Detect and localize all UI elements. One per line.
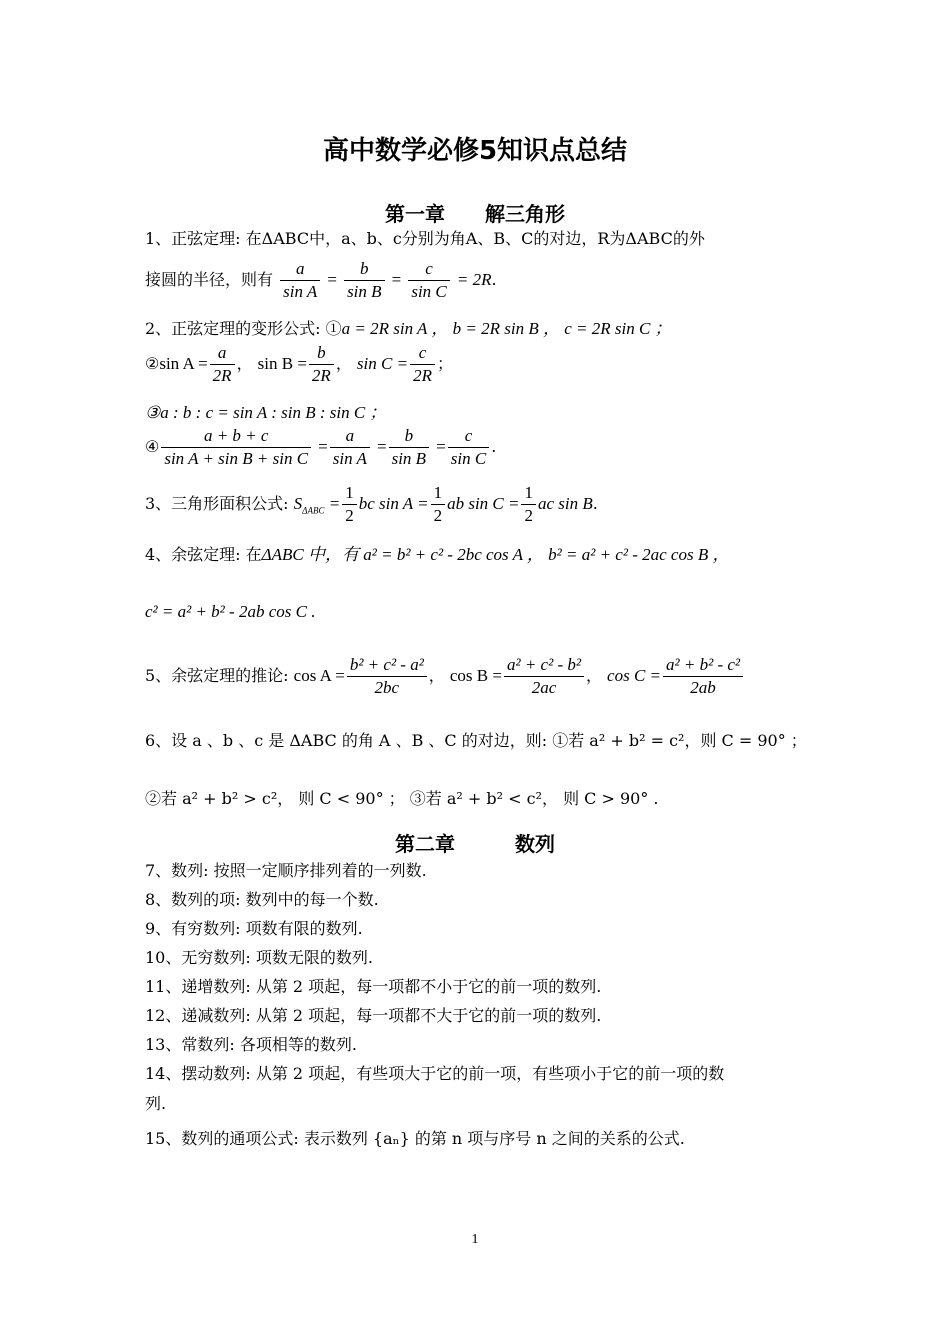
fraction: $\frac{a}{\text{sin A}}$ [330, 425, 370, 470]
list-item: 10、无穷数列: 项数无限的数列. [145, 948, 373, 967]
item-6-line: 6、设 a 、b 、c 是 ΔABC 的角 A 、B 、C 的对边，则: ①若 a² + b² = c²，则 C = 90° ； [145, 731, 807, 750]
fraction: $\frac{b}{\text{sin B}}$ [344, 258, 384, 303]
item-2-line: 2、正弦定理的变形公式: ①a = 2R sin A ， b = 2R sin B ， c = 2R sin C ； [145, 319, 672, 338]
list-item: 列. [145, 1094, 167, 1113]
fraction: $\frac{a}{2R}$ [210, 342, 235, 387]
fraction: $\frac{1}{2}$ [342, 482, 357, 527]
item-2-line-b: ②sin A = $\frac{a}{2R}$ ， sin B = $\frac{b}{2R}$ ， sin C = $\frac{c}{2R}$ ； [145, 343, 453, 385]
chapter-1-heading: 第一章 解三角形 [385, 202, 565, 226]
list-item: 14、摆动数列: 从第 2 项起，有些项大于它的前一项，有些项小于它的前一项的数 [145, 1064, 725, 1083]
list-item: 11、递增数列: 从第 2 项起，每一项都不小于它的前一项的数列. [145, 977, 602, 996]
fraction: $\frac{b}{2R}$ [309, 342, 334, 387]
fraction: $\frac{a}{\text{sin A}}$ [280, 258, 320, 303]
item-1-line-b: 接圆的半径，则有 $\frac{a}{\text{sin A}}$ = $\frac{b}{\text{sin B}}$ = $\frac{c}{\text{sin C}}$ = 2R. [145, 259, 497, 301]
list-item: 8、数列的项: 数列中的每一个数. [145, 890, 379, 909]
page-title: 高中数学必修5知识点总结 [322, 136, 628, 166]
fraction: $\frac{1}{2}$ [431, 482, 446, 527]
item-2-line-d: ④ $\frac{a + b + c}{\text{sin A + sin B + sin C}}$ = $\frac{a}{\text{sin A}}$ = $\frac{b}{\text{sin B}}$ = $\frac{c}{\text{sin C}}$ . [145, 426, 497, 468]
list-item: 15、数列的通项公式: 表示数列 {aₙ} 的第 n 项与序号 n 之间的关系的公式. [145, 1129, 685, 1148]
fraction: $\frac{\text{b² + c² - a²}}{2bc}$ [347, 654, 427, 699]
fraction: $\frac{\text{a² + b² - c²}}{2ab}$ [663, 654, 743, 699]
list-item: 9、有穷数列: 项数有限的数列. [145, 919, 363, 938]
item-4-line-b: c² = a² + b² - 2ab cos C . [145, 602, 316, 621]
list-item: 13、常数列: 各项相等的数列. [145, 1035, 357, 1054]
fraction: $\frac{1}{2}$ [521, 482, 536, 527]
fraction: $\frac{c}{\text{sin C}}$ [408, 258, 449, 303]
fraction: $\frac{c}{\text{sin C}}$ [448, 425, 489, 470]
fraction: $\frac{b}{\text{sin B}}$ [389, 425, 429, 470]
item-5-line: 5、余弦定理的推论: cos A = $\frac{\text{b² + c² - a²}}{2bc}$ ， cos B = $\frac{\text{a² + c² - b²}}{2ac}$ ， cos C = $\frac{\text{a² + b² - c²}}{2ab}$ [145, 654, 745, 699]
fraction: $\frac{c}{2R}$ [410, 342, 435, 387]
chapter-2-heading: 第二章 数列 [395, 832, 555, 856]
item-3-line: 3、三角形面积公式: $S_{\Delta ABC}$ = $\frac{1}{2}$ bc sin A = $\frac{1}{2}$ ab sin C = $\frac{1}{2}$ ac sin B. [145, 483, 598, 525]
item-6-line-b: ②若 a² + b² > c²， 则 C < 90° ； ③若 a² + b² < c²， 则 C > 90° . [145, 789, 659, 808]
item-4-line: 4、余弦定理: 在ΔABC 中，有 a² = b² + c² - 2bc cos A ， b² = a² + c² - 2ac cos B ， [145, 545, 730, 564]
item-2-line-c: ③a : b : c = sin A : sin B : sin C ； [145, 403, 387, 422]
fraction: $\frac{a + b + c}{\text{sin A + sin B + sin C}}$ [161, 425, 311, 470]
list-item: 7、数列: 按照一定顺序排列着的一列数. [145, 861, 427, 880]
item-1-line-a: 1、正弦定理: 在ΔABC中，a、b、c分别为角A、B、C的对边，R为ΔABC的外 [145, 229, 705, 248]
page-number: 1 [471, 1232, 479, 1247]
fraction: $\frac{\text{a² + c² - b²}}{2ac}$ [504, 654, 584, 699]
item-1-prefix: 接圆的半径，则有 [145, 270, 274, 289]
list-item: 12、递减数列: 从第 2 项起，每一项都不大于它的前一项的数列. [145, 1006, 602, 1025]
